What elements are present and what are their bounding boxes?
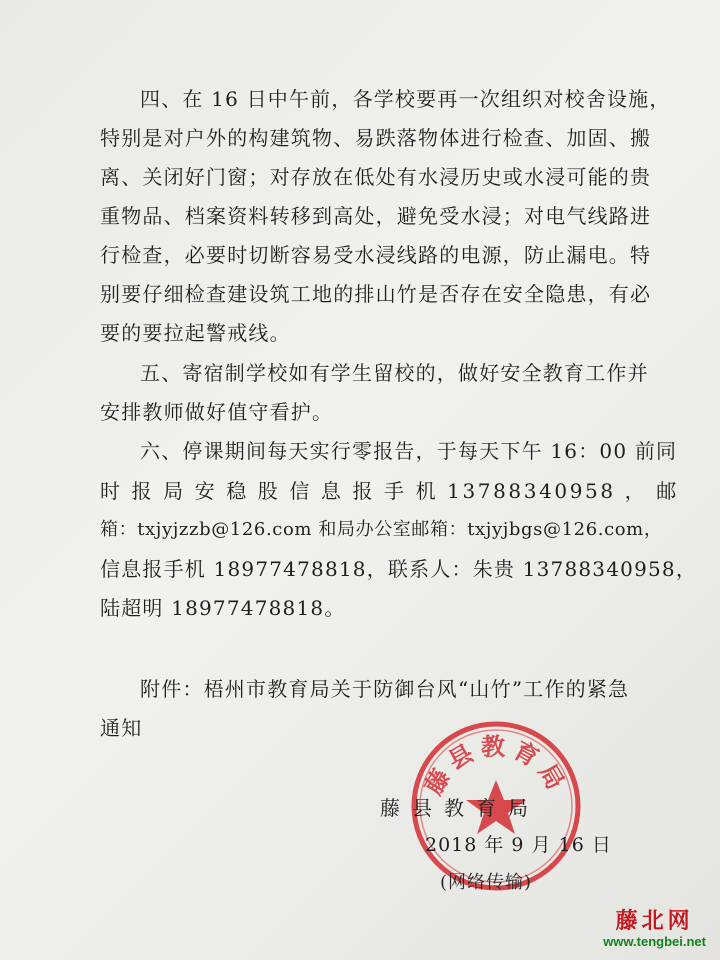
seal-text: 藤县教育局	[418, 732, 574, 800]
attachment-line-1: 附件：梧州市教育局关于防御台风“山竹”工作的紧急	[140, 677, 630, 701]
paragraph-4-line-5: 行检查，必要时切断容易受水浸线路的电源，防止漏电。特	[100, 243, 652, 267]
paragraph-4-line-6: 别要仔细检查建设筑工地的排山竹是否存在安全隐患，有必	[100, 282, 652, 306]
transmission-note: (网络传输)	[440, 872, 533, 893]
paragraph-5-line-2: 安排教师做好值守看护。	[100, 400, 334, 424]
watermark-title: 藤北网	[615, 908, 694, 934]
paragraph-6-line-5: 陆超明 18977478818。	[100, 596, 346, 620]
issuing-organization: 藤县教育局	[380, 796, 540, 820]
paragraph-5-line-1: 五、寄宿制学校如有学生留校的，做好安全教育工作并	[140, 361, 649, 385]
paragraph-6-line-1: 六、停课期间每天实行零报告，于每天下午 16：00 前同	[140, 439, 678, 463]
paragraph-6-line-3: 箱：txjyjzzb@126.com 和局办公室邮箱：txjyjbgs@126.com，	[100, 519, 663, 540]
site-watermark	[603, 908, 706, 950]
paragraph-6-line-2: 时 报 局 安 稳 股 信 息 报 手 机 13788340958 ， 邮	[100, 479, 679, 503]
paragraph-4-line-2: 特别是对户外的构建筑物、易跌落物体进行检查、加固、搬	[100, 126, 652, 150]
paragraph-4-line-1: 四、在 16 日中午前，各学校要再一次组织对校舍设施，	[140, 87, 671, 111]
paragraph-6-line-4: 信息报手机 18977478818，联系人：朱贵 13788340958，	[100, 557, 698, 581]
watermark-url: www.tengbei.net	[603, 934, 706, 949]
paragraph-4-line-3: 离、关闭好门窗；对存放在低处有水浸历史或水浸可能的贵	[100, 165, 652, 189]
paragraph-4-line-4: 重物品、档案资料转移到高处，避免受水浸；对电气线路进	[100, 204, 652, 228]
attachment-line-2: 通知	[100, 716, 143, 740]
issue-date: 2018 年 9 月 16 日	[425, 834, 612, 856]
paragraph-4-line-7: 要的要拉起警戒线。	[100, 321, 291, 345]
